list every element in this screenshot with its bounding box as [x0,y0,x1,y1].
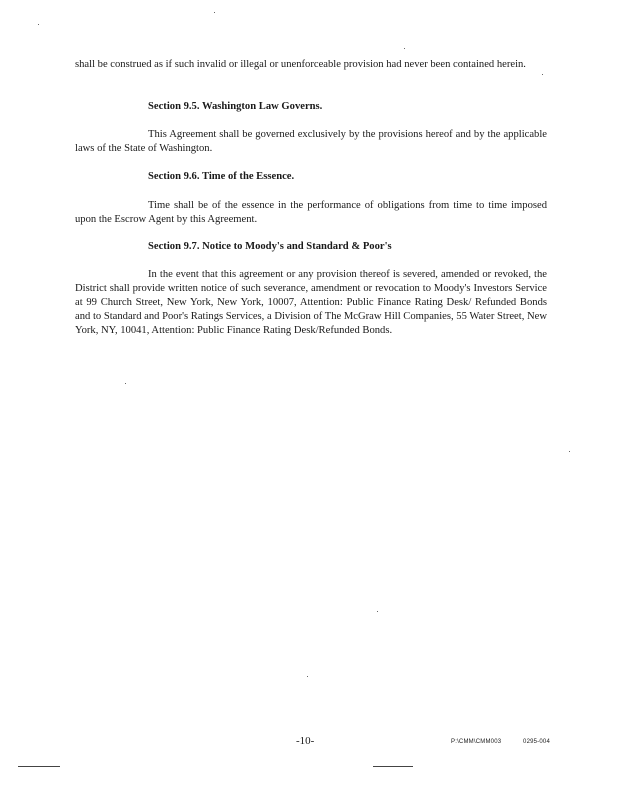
scan-speck [542,74,543,75]
doc-path: P:\CMM\CMM003 [451,739,502,745]
section-9-6-body: Time shall be of the essence in the performance of obligations from time to time imposed upon the Escrow Agent by this Agreement. [75,200,547,225]
scan-speck [307,676,308,677]
page-number: -10- [296,735,315,747]
scan-speck [38,24,39,25]
doc-date-code: 0295-004 [523,739,550,745]
section-9-7-heading: Section 9.7. Notice to Moody's and Standard & Poor's [148,241,392,252]
continuation-paragraph: shall be construed as if such invalid or illegal or unenforceable provision had never been contained herein. [75,59,526,70]
scan-speck [214,12,215,13]
footer-rule-left [18,766,60,767]
scan-speck [569,451,570,452]
footer-rule-middle [373,766,413,767]
scan-speck [377,611,378,612]
section-9-6-heading: Section 9.6. Time of the Essence. [148,171,295,182]
scan-speck [125,383,126,384]
section-9-5-body: This Agreement shall be governed exclusively by the provisions hereof and by the applicable laws of the State of Washington. [75,129,547,154]
document-code [451,739,550,745]
section-9-5-heading: Section 9.5. Washington Law Governs. [148,101,323,112]
section-9-7-body: In the event that this agreement or any provision thereof is severed, amended or revoked, the District shall provide written notice of such severance, amendment or revocation to Moody's Investors Service at 99 Church Street, New York, New York, 10007, Attention: Public Finance Rating Desk/ Refunded Bonds and to Standard and Poor's Ratings Services, a Division of The McGraw Hill Companies, 55 Water Street, New York, NY, 10041, Attention: Public Finance Rating Desk/Refunded Bonds. [75,269,548,336]
scan-speck [404,48,405,49]
